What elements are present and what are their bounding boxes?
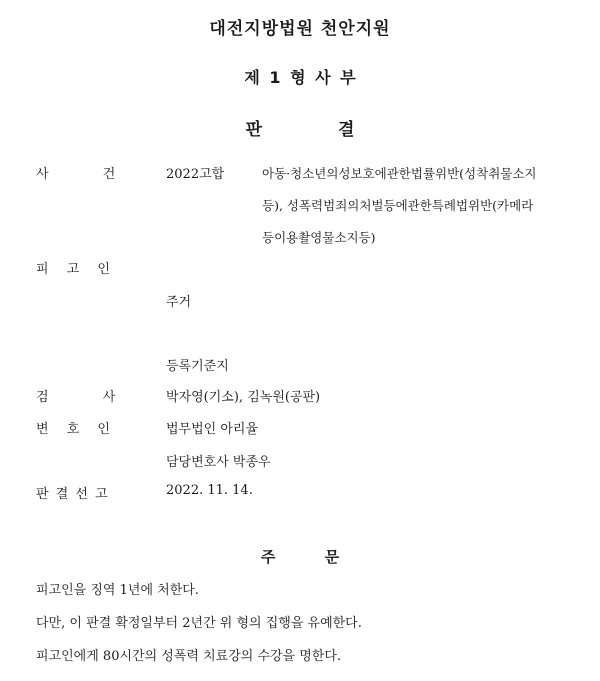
case-name-line-2: 등), 성폭력범죄의처벌등에관한특례법위반(카메라 xyxy=(262,198,534,213)
verdict-date-label: 판 결 선 고 xyxy=(36,487,108,502)
document-title: 판 결 xyxy=(245,120,355,140)
prosecutor-value: 박자영(기소), 김녹원(공판) xyxy=(166,390,321,405)
order-title: 주 문 xyxy=(260,548,340,566)
case-label: 사 건 xyxy=(36,167,116,182)
order-line-2: 다만, 이 판결 확정일부터 2년간 위 형의 집행을 유예한다. xyxy=(36,616,362,631)
defendant-address-label: 주거 xyxy=(166,295,192,310)
case-name-line-1: 아동·청소년의성보호에관한법률위반(성착취물소지 xyxy=(262,166,537,181)
court-name: 대전지방법원 천안지원 xyxy=(209,19,391,39)
order-line-1: 피고인을 징역 1년에 처한다. xyxy=(36,583,199,598)
verdict-date-value: 2022. 11. 14. xyxy=(166,483,253,498)
counsel-label: 변 호 인 xyxy=(36,422,110,437)
defendant-label: 피 고 인 xyxy=(36,262,110,277)
counsel-firm: 법무법인 아리율 xyxy=(166,422,259,437)
defendant-registration-label: 등록기준지 xyxy=(166,359,229,374)
case-number: 2022고합 xyxy=(166,167,225,182)
prosecutor-label: 검 사 xyxy=(36,390,116,405)
order-line-3: 피고인에게 80시간의 성폭력 치료강의 수강을 명한다. xyxy=(36,649,342,664)
division-name: 제 1 형 사 부 xyxy=(244,68,356,87)
case-name-line-3: 등이용촬영물소지등) xyxy=(262,230,376,245)
counsel-attorney: 담당변호사 박종우 xyxy=(166,455,271,470)
